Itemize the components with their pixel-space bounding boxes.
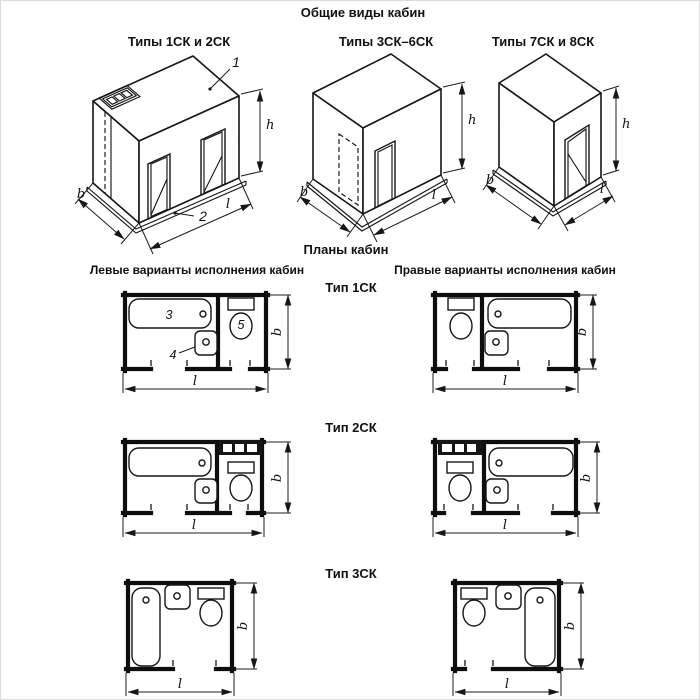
- dim-l: l: [225, 197, 231, 212]
- dim-h: h: [622, 117, 631, 132]
- door-jambs: [173, 660, 216, 666]
- dim-b: b: [76, 187, 86, 202]
- vent-cell: [467, 444, 476, 452]
- dim-l: l: [191, 518, 197, 533]
- figure-title: Общие виды кабин: [300, 5, 426, 20]
- plan-type3-left: [126, 581, 257, 696]
- toilet-bowl: [200, 600, 222, 626]
- right-variants-heading: Правые варианты исполнения кабин: [394, 263, 616, 277]
- vent-cell: [442, 444, 452, 452]
- callout-2: 2: [199, 208, 207, 224]
- dim-b: b: [299, 185, 309, 200]
- dim-b: b: [579, 473, 594, 483]
- dim-l: l: [177, 677, 183, 692]
- cabins-diagram: [1, 1, 700, 700]
- plan-type1-label: Тип 1СК: [325, 280, 377, 295]
- view2-label: Типы 3СК–6СК: [338, 34, 434, 49]
- view3-label: Типы 7СК и 8СК: [491, 34, 595, 49]
- washbasin-drain: [494, 487, 500, 493]
- plan-type3-right: [453, 581, 584, 696]
- dim-b: b: [563, 621, 578, 631]
- dim-b: b: [485, 173, 495, 188]
- iso-view-types-3sk-6sk: [297, 54, 476, 242]
- leader-dot: [173, 211, 176, 214]
- plan-type1-right: [433, 293, 597, 393]
- washbasin-drain: [505, 593, 511, 599]
- dim-l: l: [502, 374, 508, 389]
- iso-view-types-7sk-8sk: [483, 54, 630, 231]
- bathtub-drain: [199, 460, 205, 466]
- dim-b: b: [575, 327, 590, 337]
- leader-line: [179, 347, 195, 353]
- plan-type2-left: [123, 440, 291, 537]
- height-dimension: [603, 86, 630, 175]
- plans-heading: Планы кабин: [303, 242, 389, 257]
- door-jambs: [465, 660, 493, 666]
- plan-type3-label: Тип 3СК: [325, 566, 377, 581]
- vent-cell: [247, 444, 257, 452]
- toilet-bowl: [230, 475, 252, 501]
- door-jambs: [151, 360, 250, 366]
- callout-1: 1: [232, 54, 240, 70]
- dim-b: b: [270, 473, 285, 483]
- door-jambs: [151, 504, 248, 510]
- height-dimension: [241, 89, 274, 176]
- callout-4: 4: [169, 348, 177, 362]
- dim-b: b: [270, 327, 285, 337]
- dim-h: h: [266, 118, 275, 133]
- door-jambs: [446, 360, 549, 366]
- height-dimension: [443, 82, 476, 173]
- washbasin-drain: [174, 593, 180, 599]
- toilet-cistern: [228, 298, 254, 310]
- view1-label: Типы 1СК и 2СК: [127, 34, 231, 49]
- door-jambs: [444, 504, 553, 510]
- leader-dot: [208, 87, 211, 90]
- vent-cell: [455, 444, 464, 452]
- vent-cell: [235, 444, 244, 452]
- toilet-cistern: [448, 298, 474, 310]
- toilet-cistern: [461, 588, 487, 599]
- dim-l: l: [192, 374, 198, 389]
- dim-b: b: [236, 621, 251, 631]
- toilet-bowl: [450, 313, 472, 339]
- toilet-bowl: [449, 475, 471, 501]
- plan-type1-left: [123, 293, 291, 393]
- iso-view-types-1sk-2sk: [75, 54, 274, 254]
- callout-5: 5: [237, 318, 245, 332]
- bathtub-drain: [537, 597, 543, 603]
- callout-3: 3: [165, 308, 173, 322]
- dim-l: l: [431, 188, 437, 203]
- washbasin-drain: [493, 339, 499, 345]
- washbasin-drain: [203, 487, 209, 493]
- plan-type2-label: Тип 2СК: [325, 420, 377, 435]
- bathtub-drain: [143, 597, 149, 603]
- dim-l: l: [504, 677, 510, 692]
- toilet-cistern: [228, 462, 254, 473]
- washbasin-drain: [203, 339, 209, 345]
- toilet-cistern: [447, 462, 473, 473]
- dim-h: h: [468, 113, 477, 128]
- bathtub-drain: [495, 311, 501, 317]
- plan-type2-right: [433, 440, 600, 537]
- dim-l: l: [599, 182, 605, 197]
- vent-cell: [223, 444, 232, 452]
- bathtub-drain: [200, 311, 206, 317]
- extension-lines: [603, 86, 619, 175]
- dim-l: l: [502, 518, 508, 533]
- bathtub-drain: [496, 460, 502, 466]
- toilet-cistern: [198, 588, 224, 599]
- left-variants-heading: Левые варианты исполнения кабин: [89, 263, 305, 277]
- toilet-bowl: [463, 600, 485, 626]
